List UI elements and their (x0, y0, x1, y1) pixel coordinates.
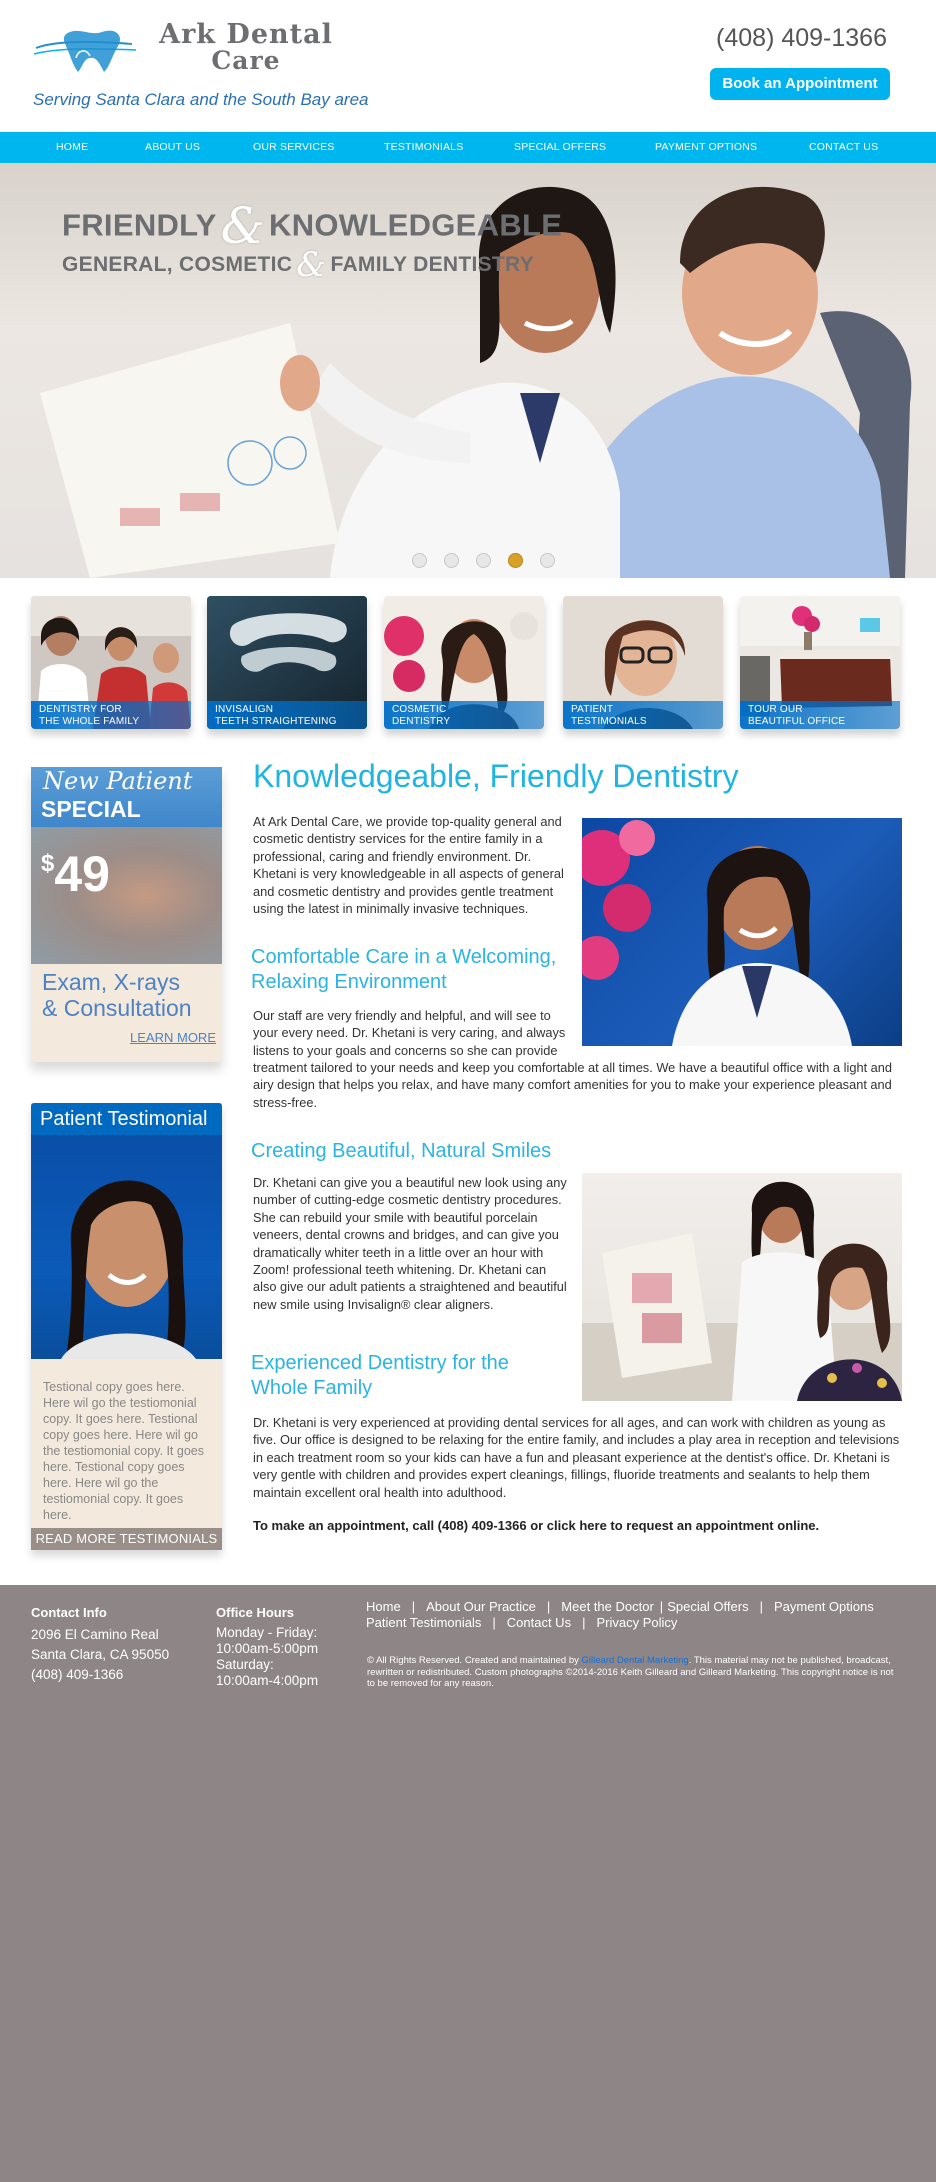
book-appointment-button[interactable]: Book an Appointment (710, 68, 890, 100)
hero-sub-a: GENERAL, COSMETIC (62, 252, 293, 276)
footer-phone[interactable]: (408) 409-1366 (31, 1667, 124, 1682)
nav-special-offers[interactable]: SPECIAL OFFERS (514, 141, 607, 153)
offer-price (41, 839, 110, 902)
page-title: Knowledgeable, Friendly Dentistry (253, 758, 739, 794)
section-family-title (251, 1351, 509, 1401)
slider-dot-active[interactable] (508, 553, 523, 568)
learn-more-link[interactable]: LEARN MORE (130, 1030, 216, 1045)
tile-label-line2: BEAUTIFUL OFFICE (748, 716, 846, 727)
nav-contact-us[interactable]: CONTACT US (809, 141, 879, 153)
offer-description (42, 969, 217, 1021)
testimonial-box (31, 1103, 222, 1550)
section-title-line: Whole Family (251, 1377, 373, 1399)
footer-link-privacy[interactable]: Privacy Policy (596, 1615, 678, 1630)
footer-link-contact[interactable]: Contact Us (506, 1615, 572, 1630)
footer-hours-line3: Saturday: (216, 1657, 274, 1672)
footer (0, 1585, 936, 2182)
tile-testimonials[interactable] (563, 596, 723, 729)
section-family-paragraph: Dr. Khetani is very experienced at providing dental services for all ages, and can work with children as young as five. Our office is designed to be relaxing for the entire family, and includes a play area in reception and televisions in each treatment room so your kids can have a fun and pleasant experience at the dentist's office. Dr. Khetani is very gentle with children and provides expert cleanings, fillings, fluoride treatments and sealants to help them maintain excellent oral health into adulthood. (253, 1415, 900, 1500)
tile-label-line1: INVISALIGN (215, 704, 274, 715)
section-title-line: Relaxing Environment (251, 971, 447, 993)
slider-dot[interactable] (476, 553, 491, 568)
footer-links: Home | About Our Practice | Meet the Doctor | Special Offers | Payment Options Patient Testimonials | Contact Us | Privacy Policy (366, 1599, 874, 1630)
nav-testimonials[interactable]: TESTIMONIALS (384, 141, 464, 153)
tile-label-line1: PATIENT (571, 704, 614, 715)
section-title-line: Comfortable Care in a Welcoming, (251, 946, 557, 968)
main-nav (0, 132, 936, 163)
copyright-text: © All Rights Reserved. Created and maintained by (367, 1655, 582, 1666)
offer-new-patient: New Patient (43, 767, 193, 795)
tile-invisalign[interactable] (207, 596, 367, 729)
tagline: Serving Santa Clara and the South Bay area (33, 90, 369, 109)
hero-ampersand-2: & (296, 245, 327, 284)
offer-header (31, 767, 222, 827)
tile-family-dentistry[interactable] (31, 596, 191, 729)
footer-link-testimonials[interactable]: Patient Testimonials (366, 1615, 482, 1630)
footer-address-line2: Santa Clara, CA 95050 (31, 1647, 170, 1662)
nav-home[interactable]: HOME (56, 141, 89, 153)
slider-dot[interactable] (444, 553, 459, 568)
tile-cosmetic[interactable] (384, 596, 544, 729)
tile-label-line1: DENTISTRY FOR (39, 704, 122, 715)
tile-label (31, 701, 191, 729)
footer-link-payment[interactable]: Payment Options (774, 1599, 874, 1614)
logo[interactable] (32, 19, 333, 82)
footer-link-about[interactable]: About Our Practice (426, 1599, 536, 1614)
header-phone[interactable]: (408) 409-1366 (716, 24, 887, 52)
tile-label-line1: COSMETIC (392, 704, 447, 715)
footer-address-line1: 2096 El Camino Real (31, 1627, 159, 1642)
slider-dot[interactable] (540, 553, 555, 568)
hero-headline-b: KNOWLEDGEABLE (269, 207, 563, 243)
offer-special: SPECIAL (41, 796, 141, 822)
offer-desc-line1: Exam, X-rays (42, 969, 181, 995)
gilleard-link[interactable]: Gilleard Dental Marketing (581, 1655, 689, 1666)
slider-dot[interactable] (412, 553, 427, 568)
section-title-line: Experienced Dentistry for the (251, 1352, 509, 1374)
testimonial-portrait (31, 1135, 222, 1359)
footer-contact-title: Contact Info (31, 1605, 107, 1620)
section-comfortable-care-title (251, 945, 556, 995)
footer-link-home[interactable]: Home (366, 1599, 401, 1614)
hero-subheadline (62, 245, 534, 284)
tooth-logo-icon (32, 28, 140, 76)
testimonial-photo (31, 1135, 222, 1359)
logo-text (136, 19, 356, 75)
footer-hours-line2: 10:00am-5:00pm (216, 1641, 319, 1656)
footer-copyright (367, 1655, 897, 1690)
tile-label-line2: DENTISTRY (392, 716, 451, 727)
doctor-photo (582, 818, 902, 1046)
intro-paragraph: At Ark Dental Care, we provide top-quality general and cosmetic dentistry services for the entire family in a professional, caring and friendly environment. Dr. Khetani is very knowledgeable in all aspects of general and cosmetic dentistry and provides gentle treatment using the latest in minimally invasive techniques. (253, 814, 564, 917)
tile-label-line2: THE WHOLE FAMILY (39, 716, 140, 727)
tile-label-line2: TESTIMONIALS (571, 716, 647, 727)
tile-label-line2: TEETH STRAIGHTENING (215, 716, 337, 727)
tile-office-tour[interactable] (740, 596, 900, 729)
appointment-cta[interactable]: To make an appointment, call (408) 409-1366 or click here to request an appointment online. (253, 1518, 820, 1533)
logo-line1: Ark Dental (159, 19, 333, 50)
section-smiles-paragraph: Dr. Khetani can give you a beautiful new look using any number of cutting-edge cosmetic dentistry procedures. She can rebuild your smile with beautiful porcelain veneers, dental crowns and bridges, and can give you dramatically whiter teeth in a little over an hour with Zoom! professional teeth whitening. Dr. Khetani can also give our adult patients a straightened and beautiful new smile using Invisalign® clear aligners. (253, 1175, 567, 1312)
footer-hours-title: Office Hours (216, 1605, 295, 1620)
footer-hours-line1: Monday - Friday: (216, 1625, 318, 1640)
doctor-portrait (582, 818, 902, 1046)
section-smiles-title: Creating Beautiful, Natural Smiles (251, 1140, 552, 1162)
tile-label (740, 701, 900, 729)
offer-currency: $ (41, 850, 55, 877)
header (0, 0, 936, 132)
nav-payment-options[interactable]: PAYMENT OPTIONS (655, 141, 758, 153)
hero-sub-b: FAMILY DENTISTRY (330, 252, 535, 276)
tile-label (207, 701, 367, 729)
footer-link-doctor[interactable]: Meet the Doctor (561, 1599, 654, 1614)
read-more-testimonials-button[interactable]: READ MORE TESTIMONIALS (31, 1528, 222, 1550)
consultation-photo (582, 1173, 902, 1401)
special-offer-box[interactable] (31, 767, 222, 1062)
testimonial-title: Patient Testimonial (31, 1103, 222, 1135)
hero-slider[interactable] (0, 163, 936, 578)
footer-hours-line4: 10:00am-4:00pm (216, 1673, 319, 1688)
tile-label (563, 701, 723, 729)
section-comfortable-care-p2: treatment tailored to your needs and keep you comfortable at all times. We have a beautiful office with a light and airy design that helps you relax, and have many comfort amenities for you to make your experience pleasant and stress-free. (253, 1060, 893, 1110)
copyright-text-rest: . This material may not be published, broadcast, rewritten or redistributed. Custom photographs ©2014-2016 Keith Gilleard and Gilleard Marketing. This copyright notice is not to be removed for any reason. (367, 1655, 894, 1689)
hero-ampersand-1: & (220, 197, 266, 255)
logo-line2: Care (211, 46, 281, 75)
testimonial-text: Testional copy goes here. Here wil go the testiomonial copy. It goes here. Testional copy goes here. Here wil go the testiomonial copy. It goes here. Testional copy goes here. Here wil go the testiomonial copy. It goes here. (43, 1380, 204, 1522)
tile-label-line1: TOUR OUR (748, 704, 803, 715)
offer-price-value: 49 (54, 846, 110, 902)
nav-our-services[interactable]: OUR SERVICES (253, 141, 335, 153)
footer-link-offers[interactable]: Special Offers (667, 1599, 749, 1614)
offer-desc-line2: & Consultation (42, 995, 192, 1021)
nav-about-us[interactable]: ABOUT US (145, 141, 201, 153)
tile-label (384, 701, 544, 729)
hero-headline-a: FRIENDLY (62, 207, 217, 243)
consultation-scene (582, 1173, 902, 1401)
section-comfortable-care-p1: Our staff are very friendly and helpful, and will see to your every need. Dr. Khetani is very caring, and always listens to your goals and concerns so she can provide (253, 1008, 566, 1058)
